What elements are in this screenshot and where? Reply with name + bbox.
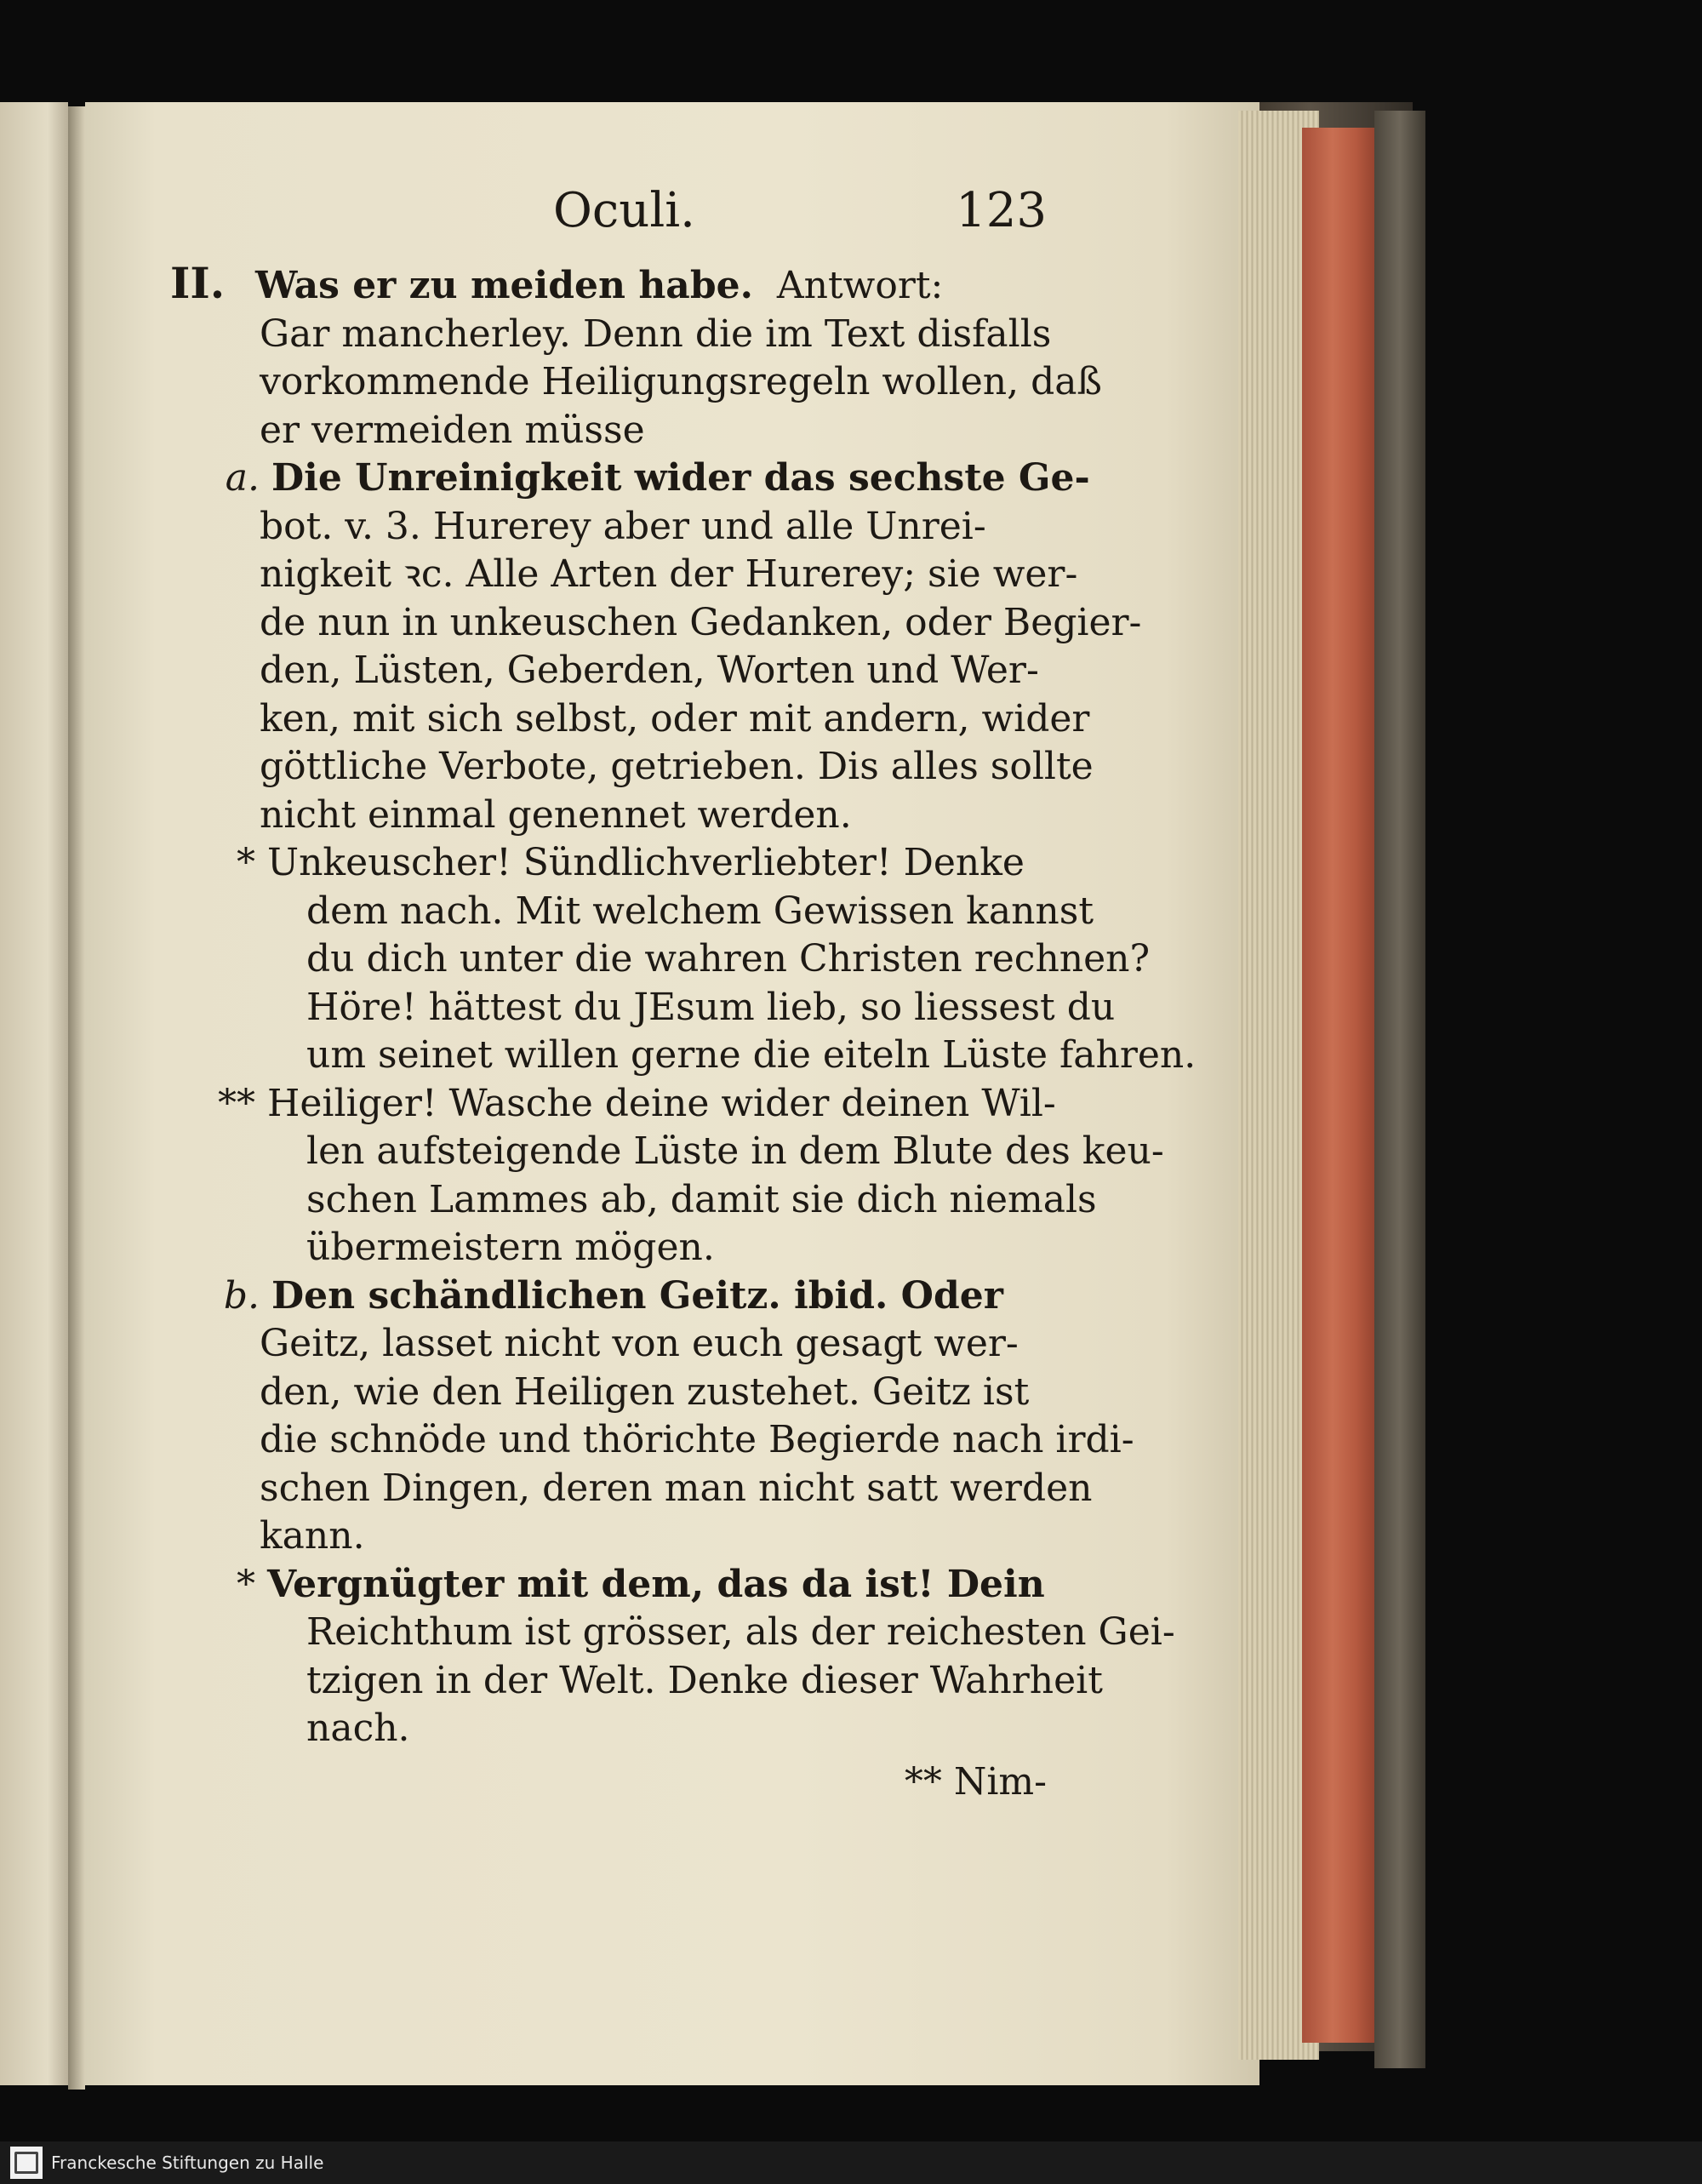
text-line: kann.	[260, 1514, 365, 1558]
note-marker: **	[218, 1081, 255, 1125]
institution-logo-icon	[10, 2147, 43, 2179]
section-heading-line	[170, 260, 1072, 311]
text-line: Reichthum ist grösser, als der reichesten Gei-	[306, 1610, 1175, 1654]
point-a-heading: Die Unreinigkeit wider das sechste Ge-	[271, 456, 1090, 500]
text-line: die schnöde und thörichte Begierde nach irdi-	[260, 1418, 1134, 1461]
text-line: nach.	[306, 1707, 410, 1750]
note-text: Unkeuscher! Sündlichverliebter! Denke	[267, 841, 1025, 884]
note-first-line	[170, 1561, 1072, 1609]
red-page-edge	[1302, 128, 1379, 2043]
running-head: Oculi.	[553, 183, 695, 238]
text-line: übermeistern mögen.	[306, 1226, 715, 1269]
note-first-line	[170, 1080, 1072, 1129]
text-line: du dich unter die wahren Christen rechnen?	[306, 937, 1151, 981]
text-line: er vermeiden müsse	[260, 408, 645, 452]
note-marker: *	[237, 1562, 255, 1606]
note-text: Vergnügter mit dem, das da ist! Dein	[267, 1562, 1045, 1606]
text-line: vorkommende Heiligungsregeln wollen, daß	[260, 360, 1102, 403]
note-text: Heiliger! Wasche deine wider deinen Wil-	[267, 1081, 1056, 1125]
page-number: 123	[956, 183, 1047, 238]
book-cover-edge	[1374, 111, 1425, 2068]
text-line: de nun in unkeuschen Gedanken, oder Begier-	[260, 600, 1142, 644]
catchword: ** Nim-	[904, 1759, 1047, 1804]
section-lead: Antwort:	[776, 264, 944, 307]
page-header	[170, 183, 1072, 260]
point-b-heading: Den schändlichen Geitz. ibid. Oder	[271, 1273, 1003, 1318]
note-marker: *	[237, 841, 255, 884]
page-text	[170, 183, 1197, 1806]
text-line: den, wie den Heiligen zustehet. Geitz ist	[260, 1369, 1030, 1414]
point-a-first-line	[170, 455, 1090, 503]
text-line: schen Lammes ab, damit sie dich niemals	[306, 1177, 1097, 1221]
text-line: ken, mit sich selbst, oder mit andern, wider	[260, 696, 1090, 740]
text-line: um seinet willen gerne die eiteln Lüste fahren.	[306, 1033, 1197, 1077]
left-page	[0, 102, 68, 2085]
text-line: tzigen in der Welt. Denke dieser Wahrheit	[306, 1658, 1103, 1702]
text-line: len aufsteigende Lüste in dem Blute des keu-	[306, 1129, 1164, 1173]
footer-institution: Franckesche Stiftungen zu Halle	[51, 2153, 324, 2173]
text-line: Gar mancherley. Denn die im Text disfalls	[260, 312, 1052, 356]
text-line: den, Lüsten, Geberden, Worten und Wer-	[260, 649, 1039, 692]
text-line: nicht einmal genennet werden.	[260, 792, 852, 837]
point-b-first-line	[170, 1272, 1072, 1321]
point-marker: b.	[223, 1273, 260, 1318]
note-first-line	[170, 839, 1072, 888]
text-line: Geitz, lasset nicht von euch gesagt wer-	[260, 1322, 1019, 1365]
section-numeral: II.	[170, 258, 226, 308]
section-heading: Was er zu meiden habe.	[255, 264, 753, 307]
text-line: dem nach. Mit welchem Gewissen kannst	[306, 889, 1094, 933]
footer-bar	[0, 2141, 1702, 2184]
text-line: göttliche Verbote, getrieben. Dis alles sollte	[260, 745, 1094, 788]
text-line: bot. v. 3. Hurerey aber und alle Unrei-	[260, 504, 986, 548]
text-line: schen Dingen, deren man nicht satt werden	[260, 1466, 1093, 1510]
point-marker: a.	[225, 456, 260, 500]
text-line: Höre! hättest du JEsum lieb, so liessest du	[306, 985, 1116, 1029]
text-line: nigkeit ꝛc. Alle Arten der Hurerey; sie wer-	[260, 552, 1078, 596]
gutter-fold	[68, 106, 85, 2090]
